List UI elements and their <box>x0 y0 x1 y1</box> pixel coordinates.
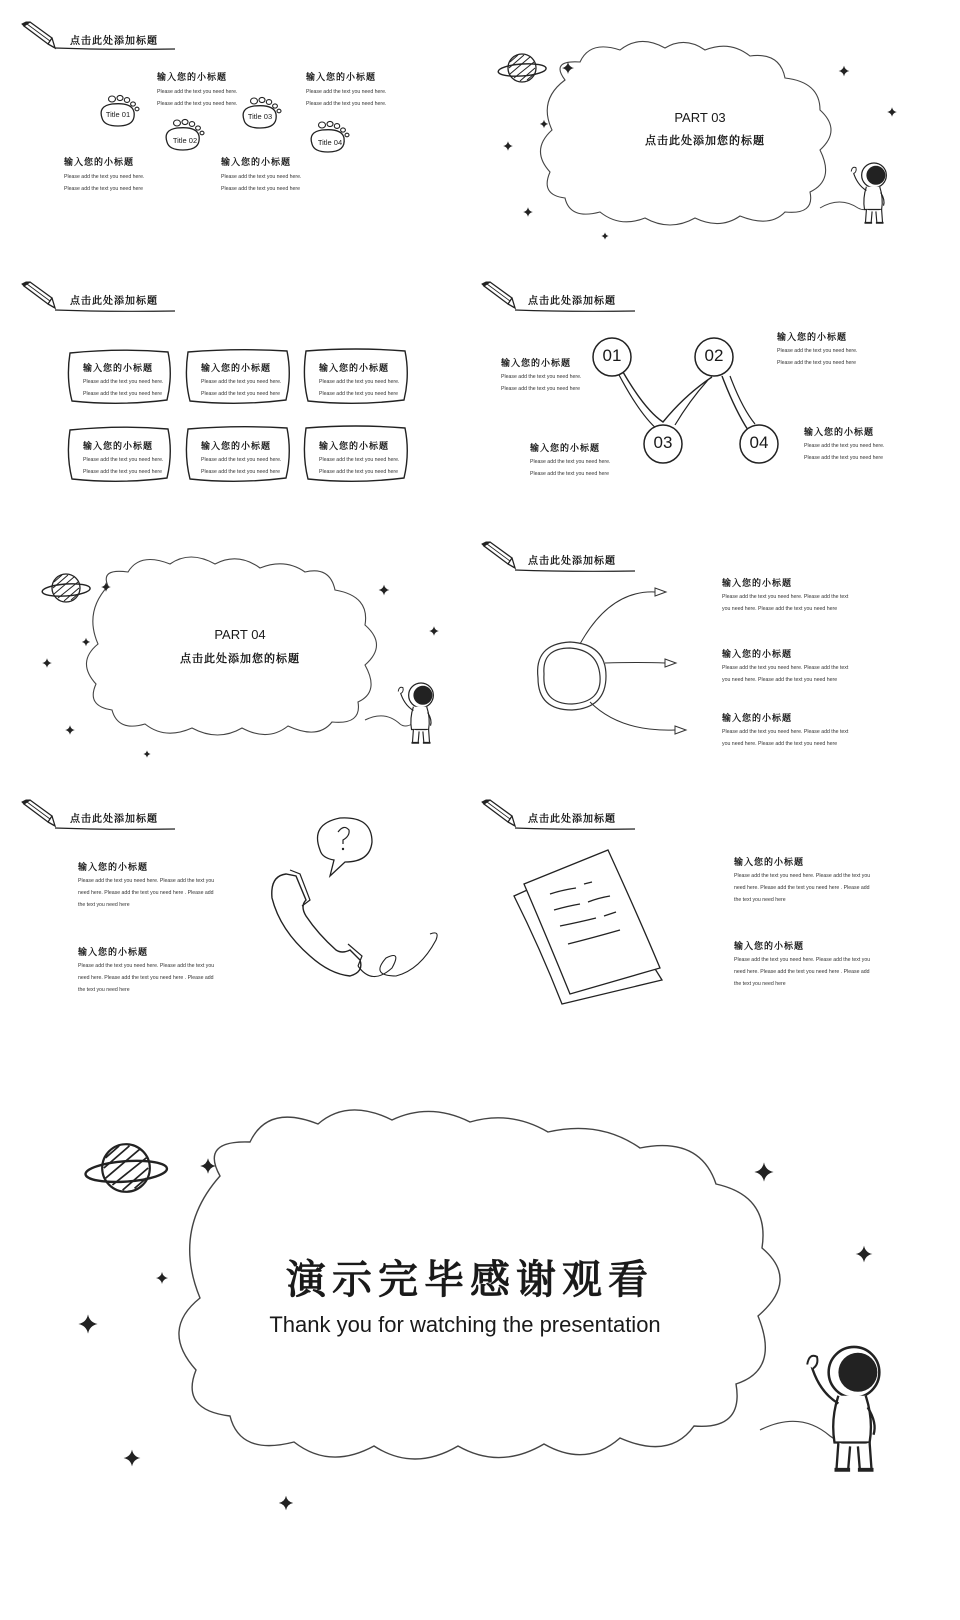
pencil-icon <box>482 800 515 826</box>
foot-icon <box>166 119 204 150</box>
text-block <box>734 855 870 906</box>
block-line: you need here. Please add the text you need here <box>722 606 838 612</box>
box-line: Please add the text you need here <box>319 391 399 397</box>
block-line: Please add the text you need here. <box>221 174 302 180</box>
slide-boxes <box>0 260 470 520</box>
step-number-2: 02 <box>704 346 724 365</box>
block-line: Please add the text you need here. Please add the text <box>722 665 849 671</box>
block-title: 输入您的小标题 <box>64 158 135 168</box>
block-line: the text you need here <box>734 897 786 903</box>
phone-icon <box>272 870 437 977</box>
text-block <box>306 70 386 110</box>
block-line: Please add the text you need here. <box>306 101 387 107</box>
planet-icon <box>42 574 91 602</box>
block-title: 输入您的小标题 <box>734 942 805 952</box>
text-block <box>722 576 848 615</box>
box-title: 输入您的小标题 <box>201 442 272 452</box>
block-title: 输入您的小标题 <box>157 73 228 83</box>
slide-part-04 <box>0 520 470 780</box>
block-line: Please add the text you need here. Please add the text you <box>734 873 871 879</box>
slide-phone <box>0 780 470 1040</box>
box-title: 输入您的小标题 <box>201 364 272 374</box>
box-line: Please add the text you need here. <box>83 379 164 385</box>
box-line: Please add the text you need here <box>201 391 281 397</box>
closing-subtitle: Thank you for watching the presentation <box>269 1312 661 1337</box>
pencil-icon <box>22 800 55 826</box>
foot-title-4: Title 04 <box>317 138 343 147</box>
block-title: 输入您的小标题 <box>530 444 601 454</box>
block-line: Please add the text you need here. <box>530 459 611 465</box>
text-block <box>804 425 884 464</box>
block-title: 输入您的小标题 <box>221 158 292 168</box>
text-box <box>319 439 399 478</box>
planet-icon <box>498 54 547 82</box>
slide-thank-you-art <box>0 1080 960 1620</box>
text-block <box>777 330 857 369</box>
box-line: Please add the text you need here <box>83 469 163 475</box>
header-title: 点击此处添加标题 <box>70 296 158 307</box>
block-title: 输入您的小标题 <box>722 650 793 660</box>
cloud-shape <box>86 557 376 735</box>
part-title: 点击此处添加您的标题 <box>645 134 765 147</box>
block-title: 输入您的小标题 <box>722 579 793 589</box>
block-line: Please add the text you need here. <box>157 101 238 107</box>
block-line: Please add the text you need here <box>64 186 144 192</box>
astronaut-icon <box>851 163 886 223</box>
block-line: Please add the text you need here <box>777 360 857 366</box>
foot-title-2: Title 02 <box>172 136 198 145</box>
header-title: 点击此处添加标题 <box>528 556 616 567</box>
part-label: PART 04 <box>214 627 266 642</box>
box-line: Please add the text you need here. <box>319 457 400 463</box>
block-title: 输入您的小标题 <box>78 863 149 873</box>
text-block <box>221 155 301 195</box>
block-line: Please add the text you need here. <box>501 374 582 380</box>
foot-title-3: Title 03 <box>247 112 273 121</box>
box-line: Please add the text you need here <box>319 469 399 475</box>
block-title: 输入您的小标题 <box>804 428 875 438</box>
box-line: Please add the text you need here <box>201 469 281 475</box>
astronaut-icon <box>398 683 433 743</box>
block-title: 输入您的小标题 <box>777 333 848 343</box>
text-block <box>157 70 237 110</box>
text-block <box>501 356 581 395</box>
block-line: need here. Please add the text you need here . Please add <box>734 885 870 891</box>
pencil-icon <box>482 282 515 308</box>
text-block <box>734 939 870 990</box>
block-line: Please add the text you need here. Please add the text <box>722 594 849 600</box>
box-line: Please add the text you need here. <box>201 379 282 385</box>
block-line: the text you need here <box>734 981 786 987</box>
slide-thank-you <box>0 1080 960 1620</box>
text-block <box>722 711 848 750</box>
header-title: 点击此处添加标题 <box>70 36 158 47</box>
slide-numbered-w <box>480 260 960 520</box>
question-bubble-icon <box>318 818 373 876</box>
box-title: 输入您的小标题 <box>319 364 390 374</box>
block-title: 输入您的小标题 <box>306 73 377 83</box>
text-block <box>64 155 144 195</box>
planet-icon <box>85 1144 168 1192</box>
box-title: 输入您的小标题 <box>83 364 154 374</box>
slide-part-03-art <box>480 0 960 260</box>
text-block <box>78 945 214 996</box>
step-number-4: 04 <box>749 433 769 452</box>
foot-title-1: Title 01 <box>105 110 131 119</box>
block-line: Please add the text you need here <box>804 455 884 461</box>
block-line: Please add the text you need here. Please add the text you <box>78 963 215 969</box>
text-box <box>319 361 399 400</box>
box-line: Please add the text you need here <box>83 391 163 397</box>
block-line: Please add the text you need here. Please add the text you <box>734 957 871 963</box>
block-line: you need here. Please add the text you need here <box>722 677 838 683</box>
block-line: Please add the text you need here. <box>804 443 885 449</box>
block-title: 输入您的小标题 <box>722 714 793 724</box>
block-line: Please add the text you need here <box>501 386 581 392</box>
document-icon <box>514 850 662 1004</box>
slide-document <box>480 780 960 1040</box>
box-line: Please add the text you need here. <box>83 457 164 463</box>
block-line: Please add the text you need here. Please add the text <box>722 729 849 735</box>
block-line: the text you need here <box>78 987 130 993</box>
step-number-1: 01 <box>602 346 622 365</box>
block-line: Please add the text you need here. <box>306 89 387 95</box>
header-title: 点击此处添加标题 <box>528 814 616 825</box>
slide-footprints <box>0 0 470 260</box>
block-line: Please add the text you need here. Please add the text you <box>78 878 215 884</box>
astronaut-icon <box>807 1347 879 1470</box>
block-title: 输入您的小标题 <box>78 948 149 958</box>
block-line: Please add the text you need here <box>221 186 301 192</box>
text-box <box>83 439 163 478</box>
text-block <box>722 647 848 686</box>
part-label: PART 03 <box>674 110 726 125</box>
block-line: you need here. Please add the text you need here <box>722 741 838 747</box>
box-line: Please add the text you need here. <box>201 457 282 463</box>
text-box <box>83 361 163 400</box>
text-box <box>201 361 281 400</box>
block-title: 输入您的小标题 <box>501 359 572 369</box>
block-line: the text you need here <box>78 902 130 908</box>
block-line: Please add the text you need here. <box>64 174 145 180</box>
slide-part-03 <box>480 0 960 260</box>
closing-title: 演示完毕感谢观看 <box>286 1256 654 1303</box>
box-line: Please add the text you need here. <box>319 379 400 385</box>
pencil-icon <box>22 282 55 308</box>
text-block <box>530 441 610 480</box>
block-line: Please add the text you need here <box>530 471 610 477</box>
block-line: need here. Please add the text you need here . Please add <box>734 969 870 975</box>
text-block <box>78 860 214 911</box>
block-line: need here. Please add the text you need here . Please add <box>78 975 214 981</box>
step-number-3: 03 <box>653 433 673 452</box>
foot-icon <box>311 121 349 152</box>
slide-arrows <box>480 520 960 780</box>
block-title: 输入您的小标题 <box>734 858 805 868</box>
text-box <box>201 439 281 478</box>
header-title: 点击此处添加标题 <box>70 814 158 825</box>
box-title: 输入您的小标题 <box>319 442 390 452</box>
box-title: 输入您的小标题 <box>83 442 154 452</box>
pencil-icon <box>22 22 55 48</box>
pencil-icon <box>482 542 515 568</box>
part-title: 点击此处添加您的标题 <box>180 652 300 665</box>
block-line: Please add the text you need here. <box>777 348 858 354</box>
block-line: need here. Please add the text you need here . Please add <box>78 890 214 896</box>
block-line: Please add the text you need here. <box>157 89 238 95</box>
header-title: 点击此处添加标题 <box>528 296 616 307</box>
